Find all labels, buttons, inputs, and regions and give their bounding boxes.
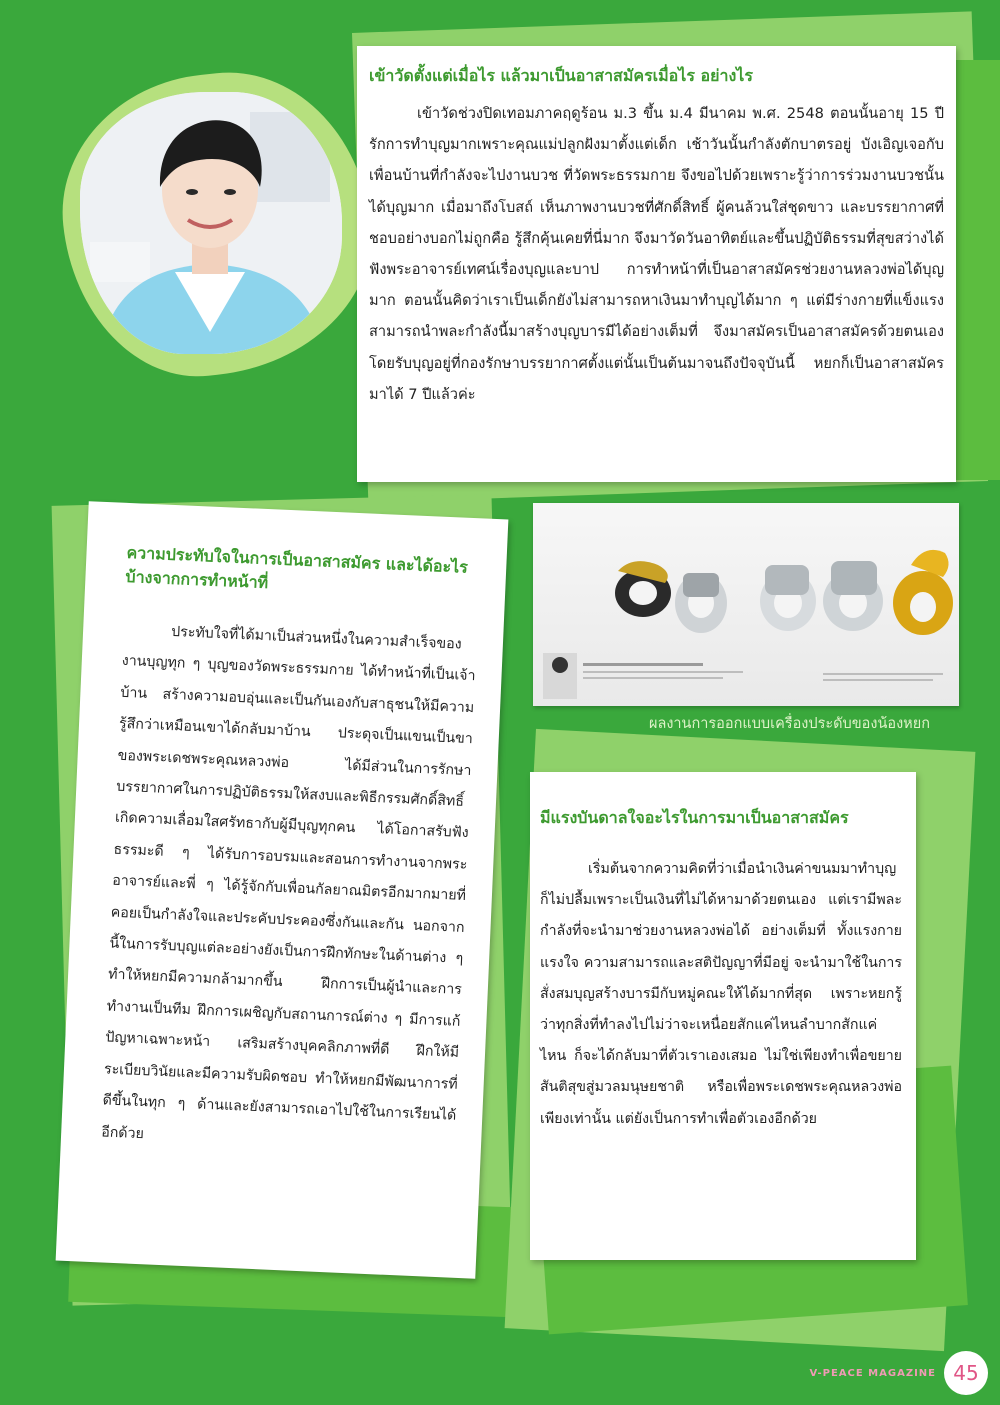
magazine-name: V-PEACE MAGAZINE [809,1367,936,1379]
section3-body: เริ่มต้นจากความคิดที่ว่าเมื่อนำเงินค่าขนมมาทำบุญก็ไม่ปลื้มเพราะเป็นเงินที่ไม่ได้หามาด้วยตนเอง แต่เรามีพละกำลังที่จะนำมาช่วยงานหลวงพ่อได้ อย่างเต็มที่ ทั้งแรงกายแรงใจ ความสามารถและสติปัญญาที่มีอยู่ จะนำมาใช้ในการสั่งสมบุญสร้างบารมีกับหมู่คณะให้ได้มากที่สุด เพราะหยกรู้ว่าทุกสิ่งที่ทำลงไปไม่ว่าจะเหนื่อยสักแค่ไหนลำบากสักแค่ไหน ก็จะได้กลับมาที่ตัวเราเองเสมอ ไม่ใช่เพียงทำเพื่อขยายสันติสุขสู่มวลมนุษยชาติ หรือเพื่อพระเดชพระคุณหลวงพ่อเพียงเท่านั้น แต่ยังเป็นการทำเพื่อตัวเองอีกด้วย [540,861,902,1127]
section1-card [357,46,956,482]
page-number: 45 [944,1351,988,1395]
footer [809,1351,988,1395]
section2-body: ประทับใจที่ได้มาเป็นส่วนหนึ่งในความสำเร็จของงานบุญทุก ๆ บุญของวัดพระธรรมกาย ได้ทำหน้าที่เป็นเจ้าบ้าน สร้างความอบอุ่นและเป็นกันเองกับสาธุชนให้มีความรู้สึกว่าเหมือนเขาได้กลับมาบ้าน ประดุจเป็นแขนเป็นขาของพระเดชพระคุณหลวงพ่อ ได้มีส่วนในการรักษาบรรยากาศในการปฏิบัติธรรมให้สงบและพิธีกรรมศักดิ์สิทธิ์ เกิดความเลื่อมใสศรัทธากับผู้มีบุญทุกคน ได้โอกาสรับฟังธรรมะดี ๆ ได้รับการอบรมและสอนการทำงานจากพระอาจารย์และพี่ ๆ ได้รู้จักกับเพื่อนกัลยาณมิตรอีกมากมายที่คอยเป็นกำลังใจและประคับประคองซึ่งกันและกัน นอกจากนี้ในการรับบุญแต่ละอย่างยังเป็นการฝึกทักษะในด้านต่าง ๆ ทำให้หยกมีความกล้ามากขึ้น ฝึกการเป็นผู้นำและการทำงานเป็นทีม ฝึกการเผชิญกับสถานการณ์ต่าง ๆ มีการแก้ปัญหาเฉพาะหน้า เสริมสร้างบุคคลิกภาพที่ดี ฝึกให้มีระเบียบวินัยและมีความรับผิดชอบ ทำให้หยกมีพัฒนาการที่ดีขึ้นในทุก ๆ ด้านและยังสามารถเอาไปใช้ในการเรียนได้อีกด้วย [100,623,476,1142]
jewelry-photo [533,503,959,706]
jewelry-illustration [533,503,959,706]
portrait-illustration [80,92,342,354]
section3-card [530,772,916,1260]
section1-heading: เข้าวัดตั้งแต่เมื่อไร แล้วมาเป็นอาสาสมัครเมื่อไร อย่างไร [369,66,753,85]
section3-heading: มีแรงบันดาลใจอะไรในการมาเป็นอาสาสมัคร [540,808,849,827]
figure-caption: ผลงานการออกแบบเครื่องประดับของน้องหยก [648,716,930,732]
section2-heading: ความประทับใจในการเป็นอาสาสมัคร และได้อะไรบ้างจากการทำหน้าที่ [125,542,469,593]
portrait-photo [80,92,342,354]
section2-card [56,501,509,1279]
section1-body: เข้าวัดช่วงปิดเทอมภาคฤดูร้อน ม.3 ขึ้น ม.4 มีนาคม พ.ศ. 2548 ตอนนั้นอายุ 15 ปี รักการทำบุญมากเพราะคุณแม่ปลูกฝังมาตั้งแต่เด็ก เช้าวันนั้นกำลังตักบาตรอยู่ บังเอิญเจอกับเพื่อนบ้านที่กำลังจะไปงานบวช ที่วัดพระธรรมกาย จึงขอไปด้วยเพราะรู้ว่าการร่วมงานบวชนั้นได้บุญมาก เมื่อมาถึงโบสถ์ เห็นภาพงานบวชที่ศักดิ์สิทธิ์ ผู้คนล้วนใส่ชุดขาว และบรรยากาศที่ชอบอย่างบอกไม่ถูกคือ รู้สึกคุ้นเคยที่นี่มาก จึงมาวัดวันอาทิตย์และขึ้นปฏิบัติธรรมที่สุขสว่างได้ฟังพระอาจารย์เทศน์เรื่องบุญและบาป การทำหน้าที่เป็นอาสาสมัครช่วยงานหลวงพ่อได้บุญมาก ตอนนั้นคิดว่าเราเป็นเด็กยังไม่สามารถหาเงินมาทำบุญได้มาก ๆ แต่มีร่างกายที่แข็งแรงสามารถนำพละกำลังนี้มาสร้างบุญบารมีได้อย่างเต็มที่ จึงมาสมัครเป็นอาสาสมัครด้วยตนเอง โดยรับบุญอยู่ที่กองรักษาบรรยากาศตั้งแต่นั้นเป็นต้นมาจนถึงปัจจุบันนี้ หยกก็เป็นอาสาสมัครมาได้ 7 ปีแล้วค่ะ [369,105,944,403]
